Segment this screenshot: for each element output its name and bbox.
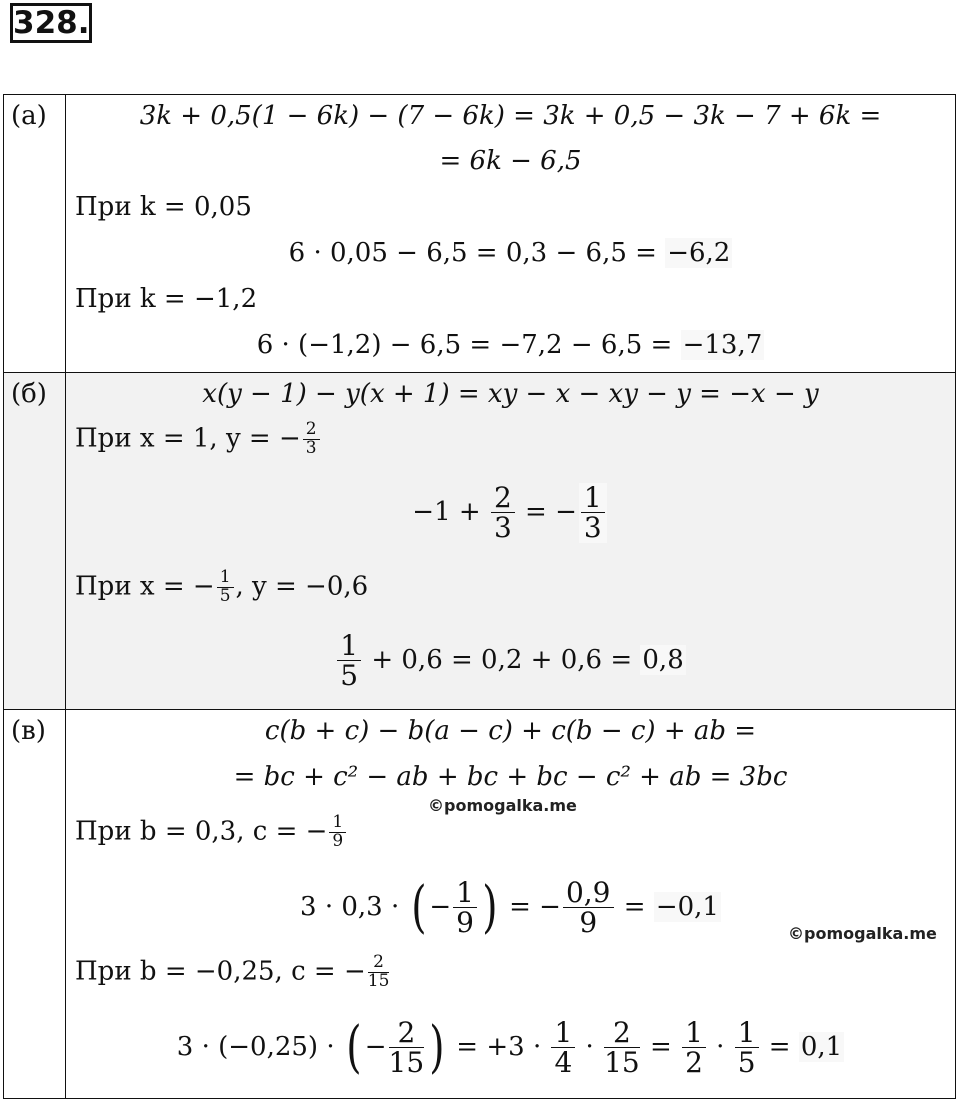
fraction-denominator: 3	[493, 511, 512, 545]
part-a-row	[4, 95, 956, 373]
fraction-denominator: 5	[340, 659, 359, 693]
part-c-calc2-text: 3 · (−0,25) ·	[176, 1031, 343, 1062]
part-c-calc2-answer: 0,1	[800, 1031, 843, 1062]
fraction	[563, 878, 614, 938]
left-paren: (	[410, 874, 427, 940]
fraction-denominator: 5	[219, 585, 231, 606]
part-a-case1: При k = 0,05	[75, 192, 252, 222]
part-c-calc2-minus: −	[364, 1031, 387, 1062]
part-b-calc2	[66, 631, 955, 691]
part-b-case1-text: При x = 1, y = −	[75, 423, 301, 454]
fraction	[368, 954, 390, 991]
part-b-body	[66, 373, 956, 710]
fraction-numerator: 0,9	[563, 878, 614, 908]
part-b-case2-text-end: , y = −0,6	[235, 571, 369, 602]
right-paren: )	[482, 874, 498, 940]
part-a-calc1-expr: 6 · 0,05 − 6,5 = 0,3 − 6,5 =	[288, 238, 666, 268]
fraction	[337, 631, 361, 691]
fraction	[303, 421, 320, 458]
part-b-case2-text: При x = −	[75, 571, 215, 602]
part-a-calc1	[66, 238, 955, 268]
part-b-calc1	[66, 483, 955, 543]
part-c-case2-text: При b = −0,25, c = −	[75, 956, 366, 987]
part-a-calc1-answer: −6,2	[667, 238, 731, 268]
part-b-case2	[75, 569, 368, 606]
fraction-numerator: 1	[217, 569, 234, 588]
fraction-numerator: 1	[329, 814, 346, 833]
part-a-calc2	[66, 330, 955, 360]
fraction-denominator: 4	[554, 1046, 573, 1080]
fraction	[453, 878, 477, 938]
equals-sign: =	[641, 1031, 681, 1062]
part-a-label: (а)	[4, 95, 66, 373]
part-c-calc2-expr: = +3 ·	[448, 1031, 550, 1062]
part-b-equation: x(y − 1) − y(x + 1) = xy − x − xy − y = −x − y	[202, 379, 819, 409]
fraction-numerator: 1	[735, 1018, 759, 1048]
part-b-calc2-expr: + 0,6 = 0,2 + 0,6 =	[363, 644, 641, 675]
fraction-denominator: 15	[367, 970, 390, 991]
fraction-numerator: 1	[453, 878, 477, 908]
fraction-denominator: 3	[305, 437, 317, 458]
part-c-case1-text: При b = 0,3, c = −	[75, 816, 328, 847]
part-c-case2	[75, 954, 391, 991]
part-c-calc1-text: 3 · 0,3 ·	[300, 891, 408, 922]
part-b-calc1-equals: = −	[516, 496, 577, 527]
fraction	[217, 569, 234, 606]
fraction	[735, 1018, 759, 1078]
part-c-calc1-equals: = −	[500, 891, 561, 922]
fraction	[551, 1018, 575, 1078]
right-paren: )	[429, 1014, 445, 1080]
fraction	[491, 483, 515, 543]
problem-number: 328.	[10, 3, 92, 43]
fraction	[329, 814, 346, 851]
fraction-numerator: 1	[682, 1018, 706, 1048]
fraction	[604, 1018, 640, 1078]
part-a-body	[66, 95, 956, 373]
part-c-case1	[75, 814, 348, 851]
fraction-numerator: 2	[491, 483, 515, 513]
fraction	[682, 1018, 706, 1078]
part-a-calc2-answer: −13,7	[682, 330, 763, 360]
part-a-case2: При k = −1,2	[75, 284, 258, 314]
part-a-calc2-expr: 6 · (−1,2) − 6,5 = −7,2 − 6,5 =	[256, 330, 681, 360]
part-b-calc1-answer	[579, 483, 607, 543]
fraction-numerator: 1	[581, 483, 605, 513]
part-b-label: (б)	[4, 373, 66, 710]
fraction-numerator: 2	[389, 1018, 425, 1048]
fraction-numerator: 1	[337, 631, 361, 661]
watermark: ©pomogalka.me	[428, 796, 577, 815]
fraction-denominator: 15	[604, 1046, 640, 1080]
fraction-denominator: 9	[456, 906, 474, 940]
part-b-calc2-answer: 0,8	[642, 644, 684, 675]
equals-sign: =	[760, 1031, 799, 1062]
part-c-equation-line2: = bc + c² − ab + bc + bc − c² + ab = 3bc	[233, 762, 788, 792]
part-c-row	[4, 710, 956, 1099]
part-b-calc1-text: −1 +	[412, 496, 489, 527]
fraction-denominator: 9	[332, 830, 344, 851]
fraction-numerator: 2	[303, 421, 320, 440]
fraction-numerator: 2	[604, 1018, 640, 1048]
fraction	[389, 1018, 425, 1078]
part-c-calc1-answer: −0,1	[655, 891, 719, 922]
fraction-denominator: 2	[685, 1046, 703, 1080]
fraction-denominator: 3	[583, 511, 602, 545]
part-a-equation-line1: 3k + 0,5(1 − 6k) − (7 − 6k) = 3k + 0,5 − 3k − 7 + 6k =	[139, 101, 882, 131]
part-c-body	[66, 710, 956, 1099]
solution-table	[3, 94, 956, 1099]
part-a-equation-line2: = 6k − 6,5	[439, 146, 582, 176]
fraction-denominator: 9	[579, 906, 598, 940]
part-c-equation-line1: c(b + c) − b(a − c) + c(b − c) + ab =	[264, 716, 757, 746]
part-c-calc1-equals2: =	[615, 891, 654, 922]
fraction-denominator: 15	[388, 1046, 425, 1080]
part-c-label: (в)	[4, 710, 66, 1099]
part-b-case1	[75, 421, 322, 458]
fraction-numerator: 1	[551, 1018, 575, 1048]
part-b-row	[4, 373, 956, 710]
fraction-denominator: 5	[737, 1046, 756, 1080]
watermark: ©pomogalka.me	[788, 924, 937, 943]
fraction-numerator: 2	[368, 954, 390, 973]
left-paren: (	[346, 1014, 362, 1080]
dot-operator: ·	[707, 1031, 733, 1062]
part-c-calc1-minus: −	[429, 891, 452, 922]
dot-operator: ·	[577, 1031, 603, 1062]
part-c-calc2	[66, 1014, 955, 1080]
